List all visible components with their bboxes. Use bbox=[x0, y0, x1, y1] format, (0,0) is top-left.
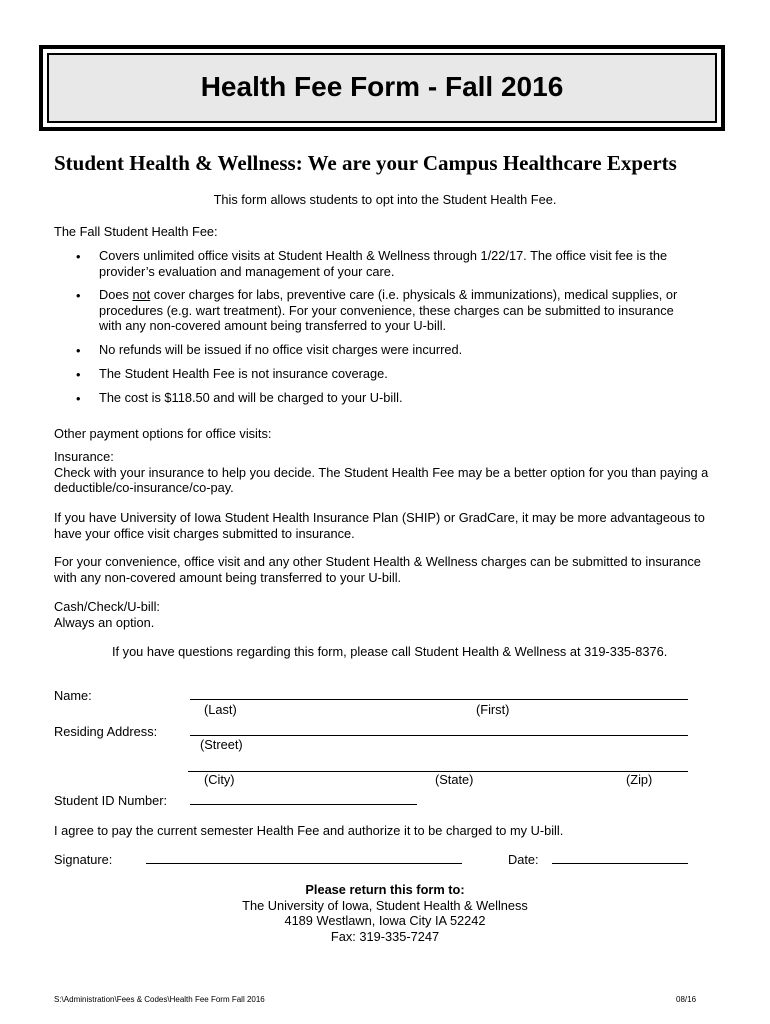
street-line[interactable] bbox=[190, 735, 688, 736]
fee-heading: The Fall Student Health Fee: bbox=[54, 224, 218, 239]
agree-text: I agree to pay the current semester Health Fee and authorize it to be charged to my U-bill. bbox=[54, 823, 564, 838]
other-options-heading: Other payment options for office visits: bbox=[54, 426, 272, 441]
insurance-p1-line-2: deductible/co-insurance/co-pay. bbox=[54, 480, 234, 495]
bullet-1-line-1: Covers unlimited office visits at Student Health & Wellness through 1/22/17. The office visit fee is the bbox=[99, 248, 668, 263]
bullet-1-line-2: provider’s evaluation and management of your care. bbox=[99, 263, 395, 279]
bullet-2-pre: Does bbox=[99, 287, 133, 302]
title-box-inner bbox=[47, 53, 717, 123]
return-block bbox=[0, 882, 770, 944]
student-id-line[interactable] bbox=[190, 804, 417, 805]
bullet-dot: • bbox=[76, 391, 81, 406]
questions-text: If you have questions regarding this form, please call Student Health & Wellness at 319-335-8376. bbox=[112, 644, 668, 659]
insurance-p2 bbox=[54, 510, 734, 541]
bullet-2-line-1 bbox=[99, 287, 709, 303]
return-line-2: 4189 Westlawn, Iowa City IA 52242 bbox=[284, 913, 486, 928]
street-label: (Street) bbox=[200, 737, 243, 752]
address-label: Residing Address: bbox=[54, 724, 158, 739]
insurance-p2-line-1: If you have University of Iowa Student Health Insurance Plan (SHIP) or GradCare, it may be more advantageous to bbox=[54, 510, 705, 525]
bullet-5: The cost is $118.50 and will be charged to your U-bill. bbox=[99, 390, 403, 405]
return-line-3: Fax: 319-335-7247 bbox=[330, 928, 440, 944]
student-id-label: Student ID Number: bbox=[54, 793, 168, 808]
state-label: (State) bbox=[435, 772, 474, 787]
return-heading: Please return this form to: bbox=[305, 882, 465, 897]
bullet-1 bbox=[99, 248, 709, 279]
first-name-label: (First) bbox=[476, 702, 510, 717]
insurance-heading: Insurance: bbox=[54, 449, 114, 464]
insurance-p3 bbox=[54, 554, 734, 585]
title-box bbox=[39, 45, 725, 131]
cash-text: Always an option. bbox=[54, 614, 155, 630]
bullet-2-underlined: not bbox=[132, 287, 151, 302]
cash-section bbox=[54, 599, 160, 630]
zip-label: (Zip) bbox=[626, 772, 653, 787]
bullet-2 bbox=[99, 287, 709, 334]
signature-label: Signature: bbox=[54, 852, 113, 867]
city-label: (City) bbox=[204, 772, 235, 787]
bullet-4: The Student Health Fee is not insurance coverage. bbox=[99, 366, 388, 381]
bullet-2-post: cover charges for labs, preventive care (i.e. physicals & immunizations), medical supplies, or bbox=[150, 287, 678, 302]
cash-heading: Cash/Check/U-bill: bbox=[54, 599, 160, 614]
name-label: Name: bbox=[54, 688, 92, 703]
bullet-dot: • bbox=[76, 288, 81, 303]
subtitle: Student Health & Wellness: We are your Campus Healthcare Experts bbox=[54, 151, 677, 175]
insurance-section bbox=[54, 449, 734, 496]
footer-date: 08/16 bbox=[676, 995, 697, 1004]
insurance-p2-line-2: have your office visit charges submitted to insurance. bbox=[54, 525, 355, 541]
signature-line[interactable] bbox=[146, 863, 462, 864]
insurance-p3-line-1: For your convenience, office visit and any other Student Health & Wellness charges can be submitted to insurance bbox=[54, 554, 701, 569]
insurance-p3-line-2: with any non-covered amount being transferred to your U-bill. bbox=[54, 569, 402, 585]
last-name-label: (Last) bbox=[204, 702, 237, 717]
bullet-2-line-2: procedures (e.g. wart treatment). For your convenience, these charges can be submitted to insurance bbox=[99, 302, 674, 318]
insurance-p1-line-1: Check with your insurance to help you decide. The Student Health Fee may be a better option for you than paying a bbox=[54, 464, 709, 480]
bullet-dot: • bbox=[76, 367, 81, 382]
page-title: Health Fee Form - Fall 2016 bbox=[200, 71, 564, 102]
bullet-2-line-3: with any non-covered amount being transferred to your U-bill. bbox=[99, 318, 447, 333]
return-line-1: The University of Iowa, Student Health & Wellness bbox=[242, 897, 528, 913]
bullet-dot: • bbox=[76, 249, 81, 264]
intro-text: This form allows students to opt into the Student Health Fee. bbox=[213, 192, 557, 207]
footer-path: S:\Administration\Fees & Codes\Health Fee Form Fall 2016 bbox=[54, 995, 265, 1004]
date-label: Date: bbox=[508, 852, 539, 867]
bullet-dot: • bbox=[76, 343, 81, 358]
bullet-3: No refunds will be issued if no office visit charges were incurred. bbox=[99, 342, 463, 357]
name-line[interactable] bbox=[190, 699, 688, 700]
date-line[interactable] bbox=[552, 863, 688, 864]
